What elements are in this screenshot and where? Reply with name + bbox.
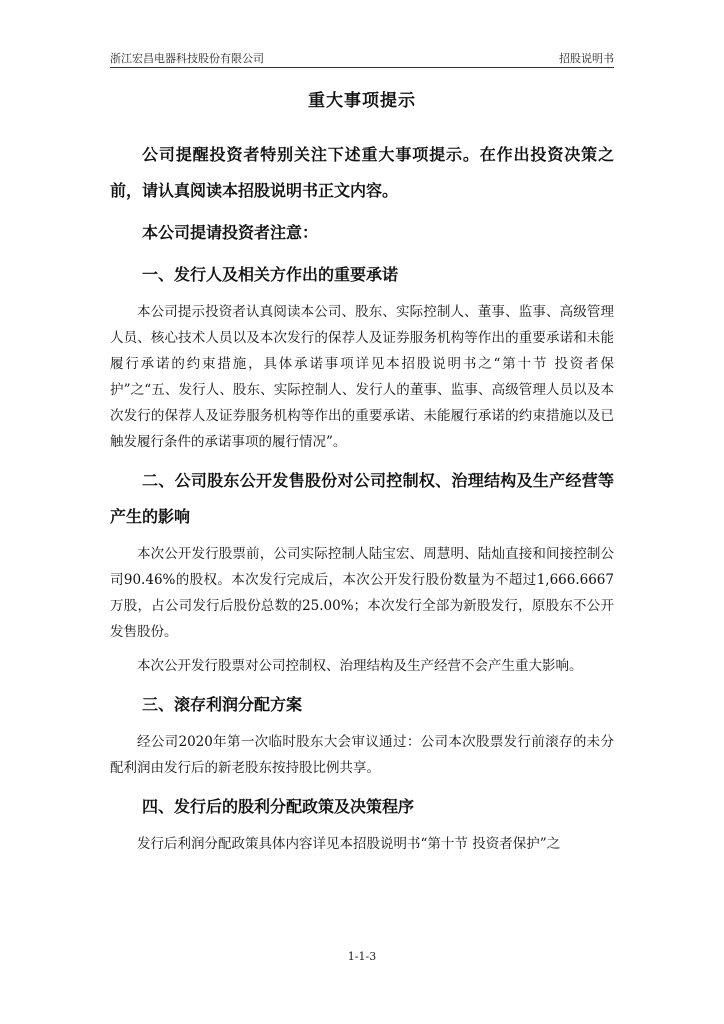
section-paragraph: 经公司2020年第一次临时股东大会审议通过：公司本次股票发行前滚存的未分配利润由发行后的新老股东按持股比例共享。 xyxy=(110,734,614,776)
section-paragraph: 本公司提示投资者认真阅读本公司、股东、实际控制人、董事、监事、高级管理人员、核心技术人员以及本次发行的保荐人及证券服务机构等作出的重要承诺和未能履行承诺的约束措施，具体承诺事项详见本招股说明书之“第十节 投资者保护”之“五、发行人、股东、实际控制人、发行人的董事、监事、高级管理人员以及本次发行的保荐人及证券服务机构等作出的重要承诺、未能履行承诺的约束措施以及已触发履行条件的承诺事项的履行情况”。 xyxy=(110,304,614,450)
section-heading: 四、发行后的股利分配政策及决策程序 xyxy=(142,797,415,816)
section-1 xyxy=(110,257,614,455)
page-content xyxy=(110,86,614,865)
notice-paragraph: 本公司提请投资者注意： xyxy=(142,223,319,242)
header-document-type: 招股说明书 xyxy=(559,52,614,65)
header-company-name: 浙江宏昌电器科技股份有限公司 xyxy=(110,52,264,65)
section-3 xyxy=(110,687,614,781)
section-paragraph: 本次公开发行股票对公司控制权、治理结构及生产经营不会产生重大影响。 xyxy=(137,658,583,674)
section-2 xyxy=(110,463,614,679)
section-paragraph: 本次公开发行股票前，公司实际控制人陆宝宏、周慧明、陆灿直接和间接控制公司90.46%的股权。本次发行完成后，本次公开发行股份数量为不超过1,666.6667万股，占公司发行后股份总数的25.00%；本次发行全部为新股发行，原股东不公开发售股份。 xyxy=(110,546,614,640)
page-header xyxy=(110,50,614,68)
header-divider xyxy=(110,67,614,68)
section-paragraph: 发行后利润分配政策具体内容详见本招股说明书“第十节 投资者保护”之 xyxy=(137,836,561,852)
section-4 xyxy=(110,789,614,857)
page-title: 重大事项提示 xyxy=(308,91,416,111)
page-number: 1-1-3 xyxy=(347,950,377,963)
section-heading: 二、公司股东公开发售股份对公司控制权、治理结构及生产经营等产生的影响 xyxy=(110,471,614,526)
section-heading: 一、发行人及相关方作出的重要承诺 xyxy=(142,265,399,284)
section-heading: 三、滚存利润分配方案 xyxy=(142,695,303,714)
intro-paragraph: 公司提醒投资者特别关注下述重大事项提示。在作出投资决策之前，请认真阅读本招股说明书正文内容。 xyxy=(110,145,614,200)
